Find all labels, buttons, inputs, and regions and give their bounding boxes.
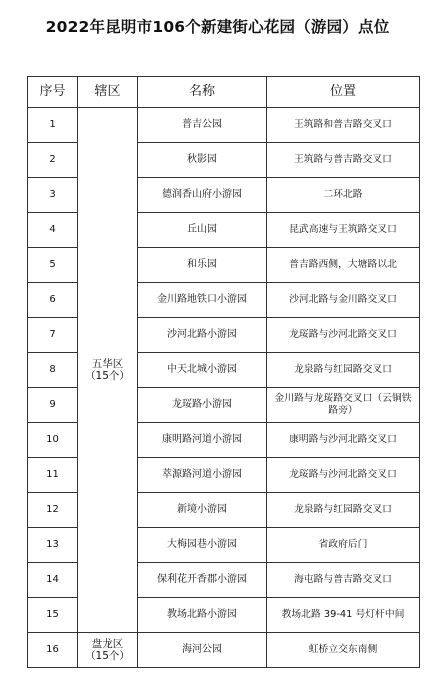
row-location: 康明路与沙河北路交叉口 xyxy=(267,423,420,458)
page-title: 2022年昆明市106个新建街心花园（游园）点位 xyxy=(45,18,390,36)
district-count: （15个） xyxy=(85,650,130,662)
row-location: 金川路与龙珱路交叉口（云铜铁路旁） xyxy=(267,388,420,423)
row-location: 王筑路和普吉路交叉口 xyxy=(267,108,420,143)
row-name: 萃源路河道小游园 xyxy=(138,458,267,493)
row-location: 教场北路 39-41 号灯杆中间 xyxy=(267,598,420,633)
row-location: 龙泉路与红园路交叉口 xyxy=(267,353,420,388)
row-index: 16 xyxy=(28,633,78,668)
row-location: 龙珱路与沙河北路交叉口 xyxy=(267,458,420,493)
row-index: 5 xyxy=(28,248,78,283)
row-index: 9 xyxy=(28,388,78,423)
row-name: 大梅园巷小游园 xyxy=(138,528,267,563)
district-cell-panlong xyxy=(78,633,138,668)
header-district: 辖区 xyxy=(78,77,138,108)
row-name: 龙珱路小游园 xyxy=(138,388,267,423)
district-name: 五华区 xyxy=(91,358,124,370)
row-location: 海屯路与普吉路交叉口 xyxy=(267,563,420,598)
row-name: 新境小游园 xyxy=(138,493,267,528)
row-index: 15 xyxy=(28,598,78,633)
row-index: 3 xyxy=(28,178,78,213)
parks-table xyxy=(27,76,420,668)
row-name: 保利花开香郡小游园 xyxy=(138,563,267,598)
row-name: 普吉公园 xyxy=(138,108,267,143)
header-name: 名称 xyxy=(138,77,267,108)
table-row xyxy=(28,108,420,143)
row-name: 金川路地铁口小游园 xyxy=(138,283,267,318)
row-index: 6 xyxy=(28,283,78,318)
row-index: 12 xyxy=(28,493,78,528)
table-header-row xyxy=(28,77,420,108)
row-name: 丘山园 xyxy=(138,213,267,248)
row-index: 10 xyxy=(28,423,78,458)
row-name: 德润香山府小游园 xyxy=(138,178,267,213)
row-location: 普吉路西侧，大塘路以北 xyxy=(267,248,420,283)
row-name: 教场北路小游园 xyxy=(138,598,267,633)
row-location: 省政府后门 xyxy=(267,528,420,563)
header-index: 序号 xyxy=(28,77,78,108)
row-location: 王筑路与普吉路交叉口 xyxy=(267,143,420,178)
district-name: 盘龙区 xyxy=(91,638,124,650)
district-cell-wuhua xyxy=(78,108,138,633)
row-location: 虹桥立交东南侧 xyxy=(267,633,420,668)
row-name: 康明路河道小游园 xyxy=(138,423,267,458)
row-index: 7 xyxy=(28,318,78,353)
row-index: 11 xyxy=(28,458,78,493)
row-location: 昆武高速与王筑路交叉口 xyxy=(267,213,420,248)
row-index: 4 xyxy=(28,213,78,248)
row-index: 1 xyxy=(28,108,78,143)
district-count: （15个） xyxy=(85,370,130,382)
row-index: 2 xyxy=(28,143,78,178)
row-index: 14 xyxy=(28,563,78,598)
row-location: 龙泉路与红园路交叉口 xyxy=(267,493,420,528)
row-name: 和乐园 xyxy=(138,248,267,283)
row-location: 龙珱路与沙河北路交叉口 xyxy=(267,318,420,353)
table-row xyxy=(28,633,420,668)
row-location: 二环北路 xyxy=(267,178,420,213)
header-location: 位置 xyxy=(267,77,420,108)
row-index: 8 xyxy=(28,353,78,388)
row-name: 秋影园 xyxy=(138,143,267,178)
row-location: 沙河北路与金川路交叉口 xyxy=(267,283,420,318)
row-index: 13 xyxy=(28,528,78,563)
row-name: 中天北城小游园 xyxy=(138,353,267,388)
row-name: 沙河北路小游园 xyxy=(138,318,267,353)
row-name: 海河公园 xyxy=(138,633,267,668)
